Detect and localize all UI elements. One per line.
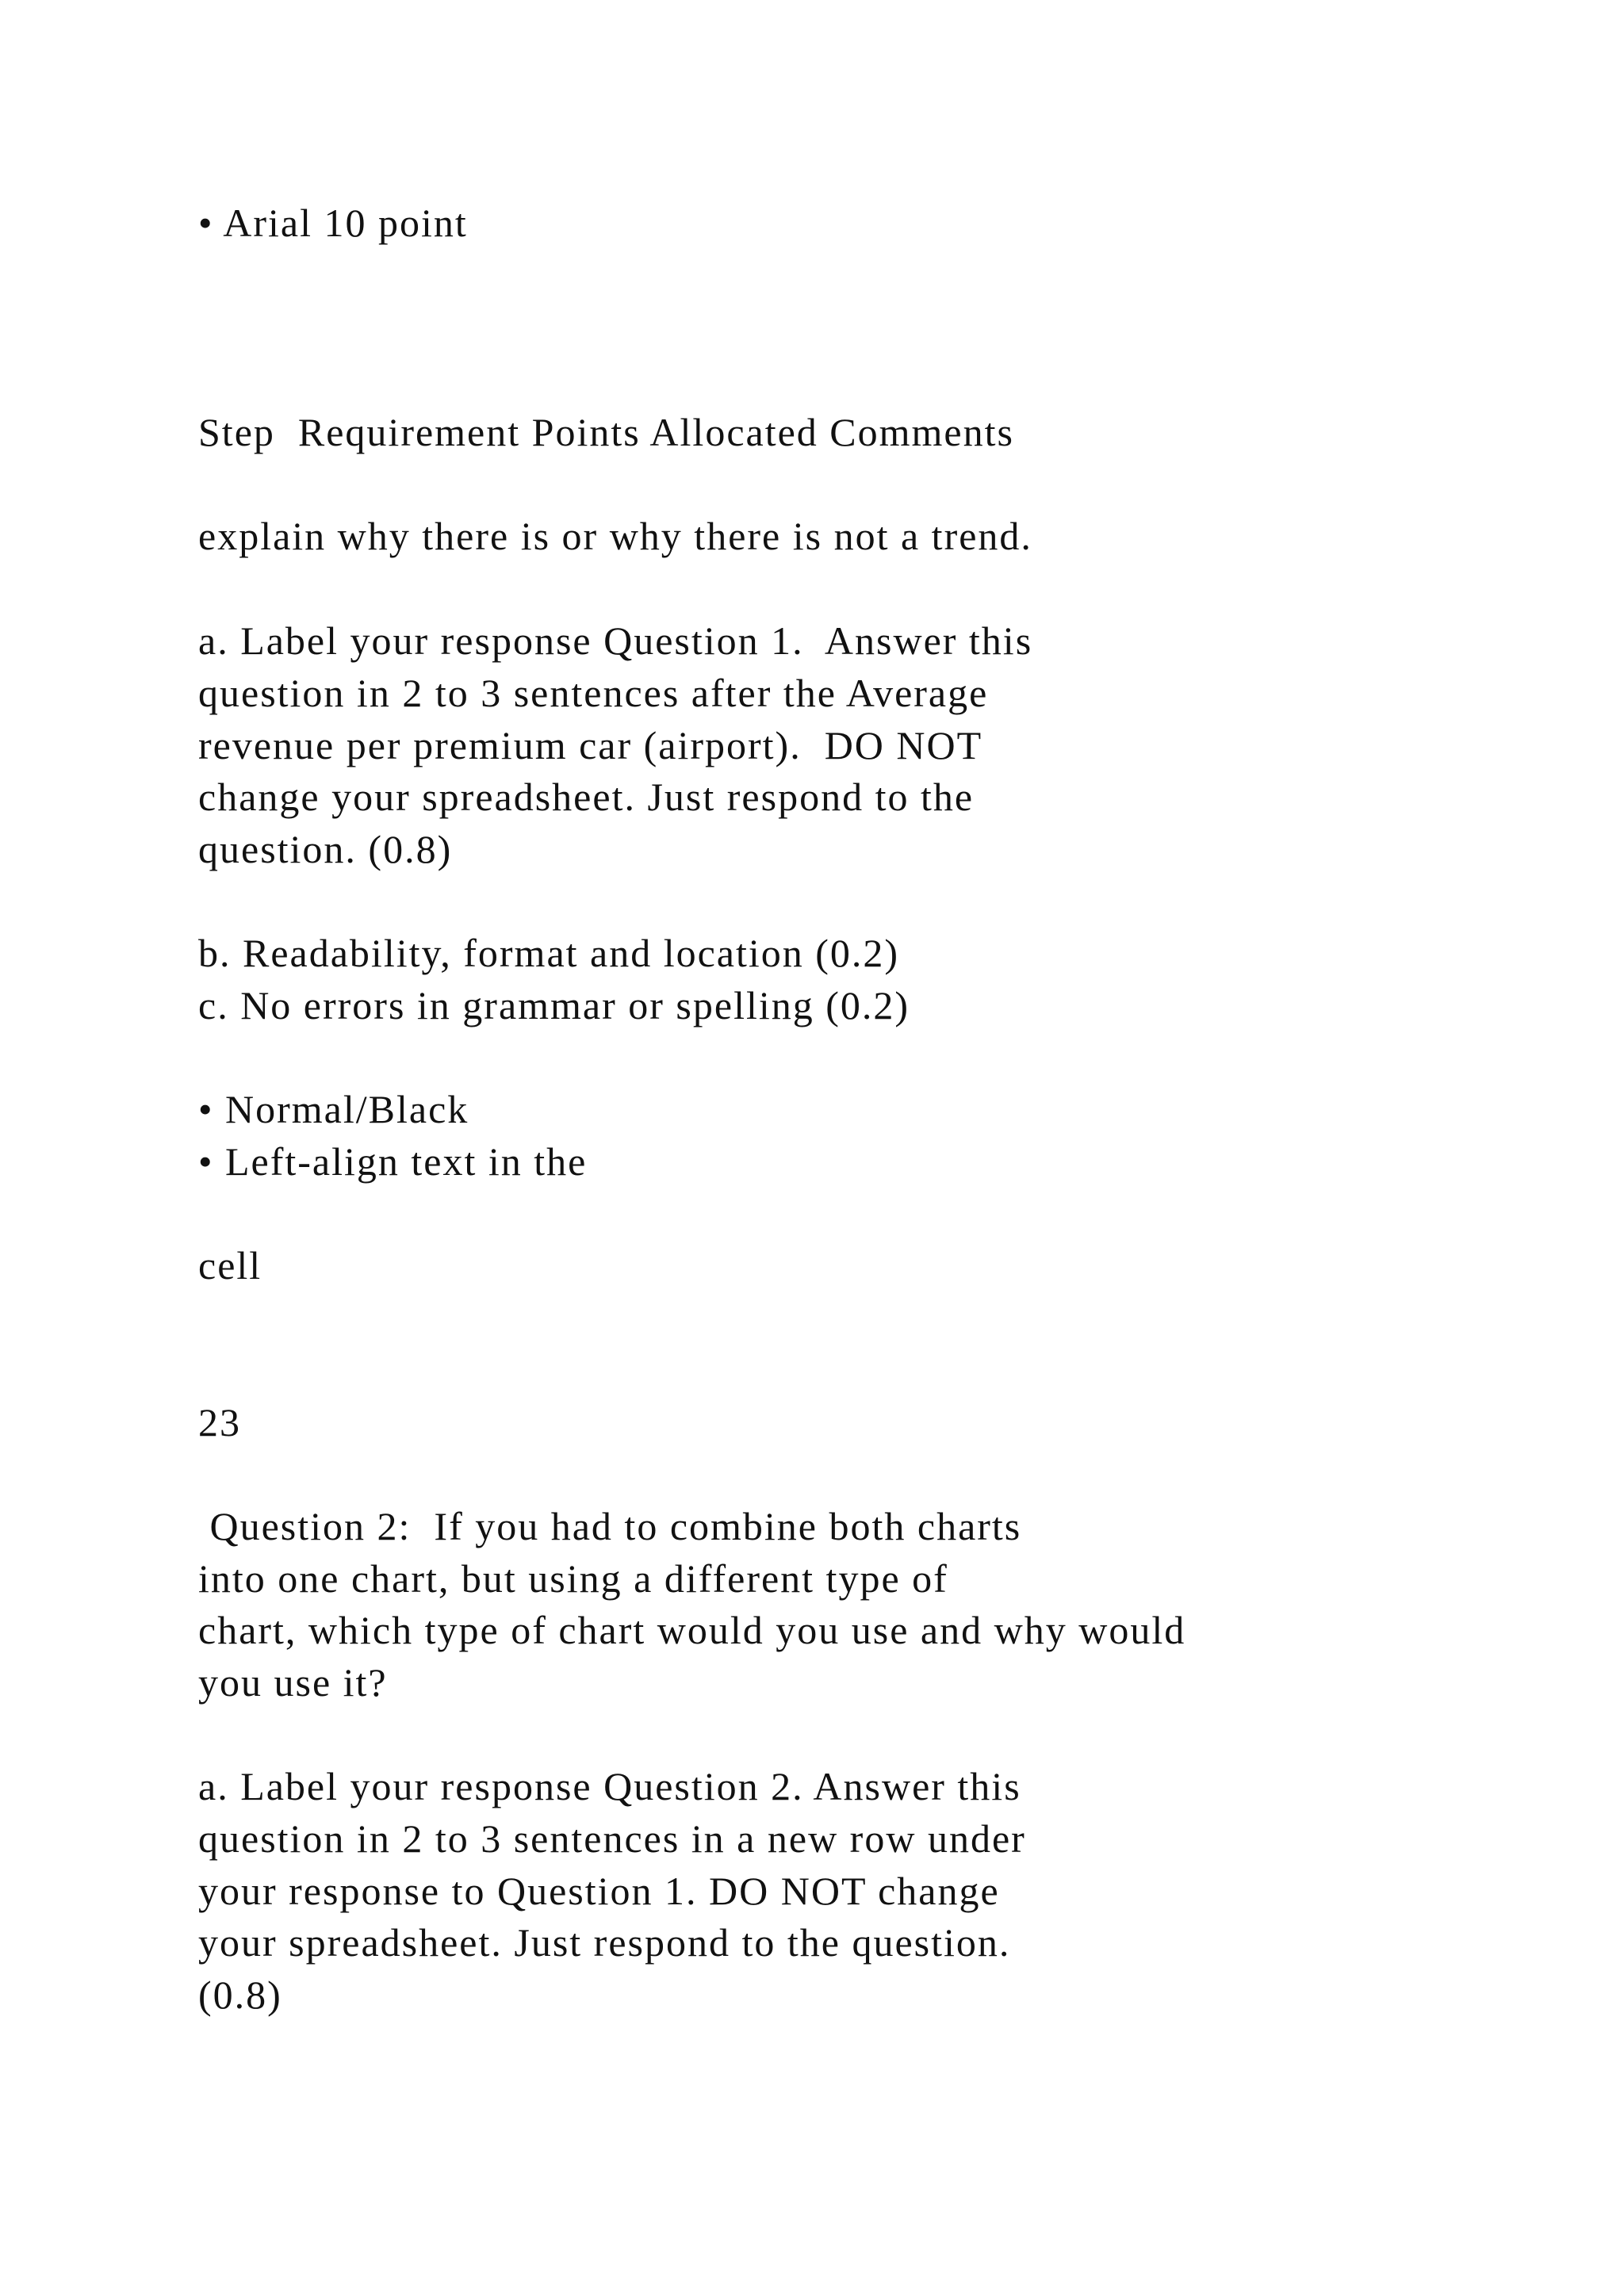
- text-line: explain why there is or why there is not a trend.: [198, 514, 1032, 558]
- question1-a-line2: question in 2 to 3 sentences after the Average: [198, 671, 989, 715]
- question2-a-line3: your response to Question 1. DO NOT change: [198, 1869, 1000, 1913]
- bullet-font-line: • Arial 10 point: [198, 201, 468, 245]
- question2-a-line2: question in 2 to 3 sentences in a new row under: [198, 1816, 1026, 1861]
- question1-a-line1: a. Label your response Question 1. Answer this: [198, 618, 1033, 663]
- question1-a-line4: change your spreadsheet. Just respond to the: [198, 775, 975, 819]
- question2-a-line5: (0.8): [198, 1973, 282, 2017]
- question1-a-line5: question. (0.8): [198, 827, 453, 871]
- question2-line2: into one chart, but using a different type of: [198, 1556, 948, 1601]
- grammar-line: c. No errors in grammar or spelling (0.2): [198, 983, 910, 1027]
- readability-line: b. Readability, format and location (0.2): [198, 931, 900, 975]
- bullet-left-align-line: • Left-align text in the: [198, 1139, 588, 1184]
- table-header-line: Step Requirement Points Allocated Comments: [198, 410, 1014, 454]
- cell-line: cell: [198, 1243, 262, 1288]
- question2-a-line1: a. Label your response Question 2. Answer this: [198, 1764, 1021, 1808]
- question2-a-line4: your spreadsheet. Just respond to the question.: [198, 1920, 1011, 1965]
- question2-line1: Question 2: If you had to combine both charts: [198, 1504, 1022, 1548]
- step-number: 23: [198, 1400, 241, 1445]
- question1-a-line3: revenue per premium car (airport). DO NOT: [198, 723, 983, 767]
- question2-line3: chart, which type of chart would you use and why would: [198, 1608, 1186, 1652]
- question2-line4: you use it?: [198, 1660, 388, 1705]
- bullet-normal-black-line: • Normal/Black: [198, 1087, 469, 1131]
